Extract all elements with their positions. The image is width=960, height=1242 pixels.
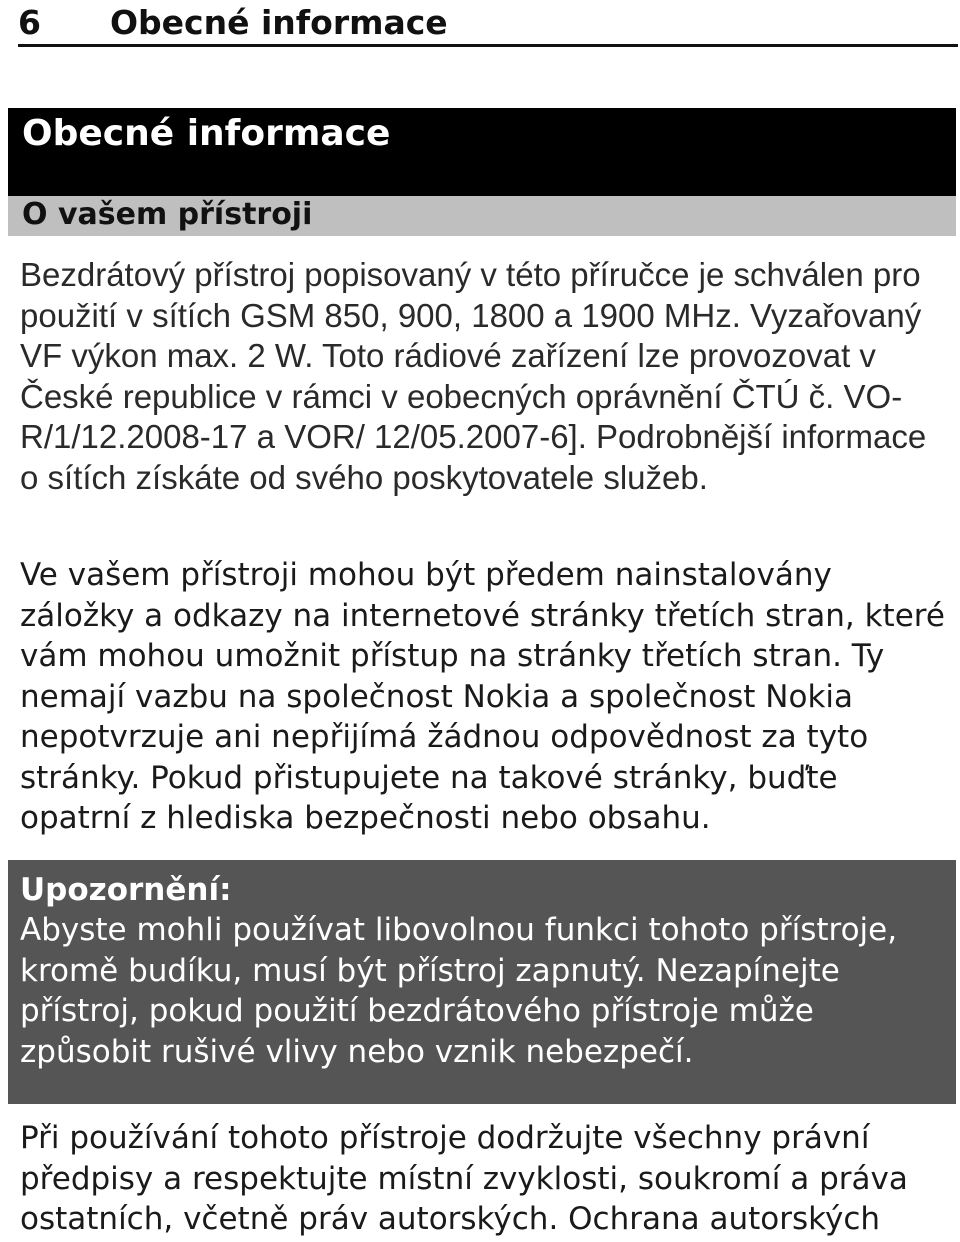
paragraph-legal: Při používání tohoto přístroje dodržujte všechny právní předpisy a respektujte místní zvyklosti, soukromí a práva ostatních, včetně práv autorských. Ochrana autorských (20, 1120, 908, 1237)
running-header-title: Obecné informace (110, 2, 448, 42)
section-heading: Obecné informace (8, 108, 956, 196)
warning-text: Abyste mohli používat libovolnou funkci tohoto přístroje, kromě budíku, musí být přístroj zapnutý. Nezapínejte přístroj, pokud použití bezdrátového přístroje může způsobit rušivé vlivy nebo vznik nebezpečí. (20, 912, 898, 1070)
running-header (18, 0, 958, 47)
paragraph-approval: Bezdrátový přístroj popisovaný v této příručce je schválen pro použití v sítích GSM 850, 900, 1800 a 1900 MHz. Vyzařovaný VF výkon max. 2 W. Toto rádiové zařízení lze provozovat v České republice v rámci v eobecných oprávnění ČTÚ č. VO-R/1/12.2008-17 a VOR/ 12/05.2007-6]. Podrobnější informace o sítích získáte od svého poskytovatele služeb. (20, 256, 927, 496)
subsection-heading: O vašem přístroji (8, 196, 956, 236)
warning-box (8, 860, 956, 1104)
page-number: 6 (18, 2, 41, 42)
warning-title: Upozornění: (20, 872, 232, 908)
paragraph-third-party: Ve vašem přístroji mohou být předem nainstalovány záložky a odkazy na internetové stránky třetích stran, které vám mohou umožnit přístup na stránky třetích stran. Ty nemají vazbu na společnost Nokia a společnost Nokia nepotvrzuje ani nepřijímá žádnou odpovědnost za tyto stránky. Pokud přistupujete na takové stránky, buďte opatrní z hlediska bezpečnosti nebo obsahu. (20, 557, 945, 836)
